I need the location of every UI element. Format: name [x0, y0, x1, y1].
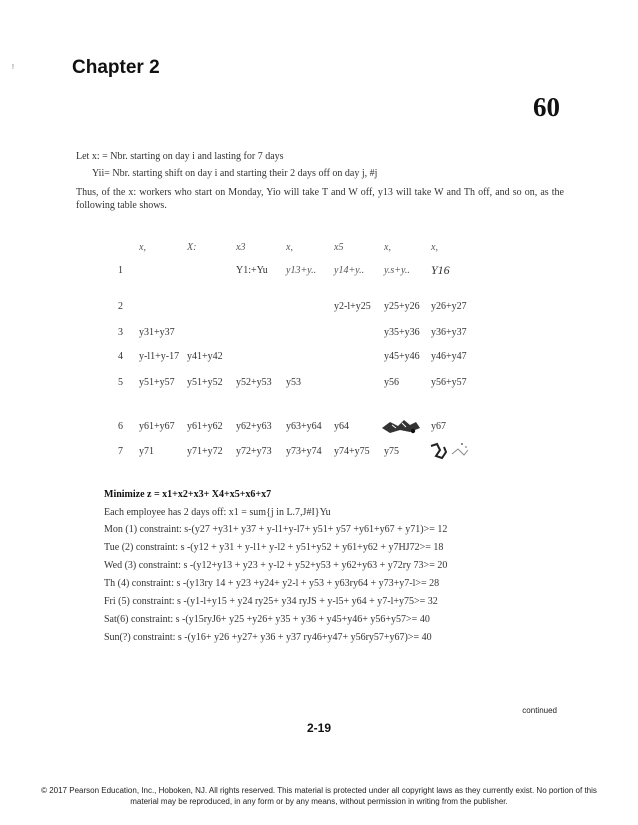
scan-smudge-icon: [380, 416, 424, 436]
table-header-x7: x,: [431, 242, 438, 253]
intro-paragraph: Thus, of the x: workers who start on Monday, Yio will take T and W off, y13 will take W and Th off, and so on, as the following table shows.: [76, 187, 564, 211]
table-header-x3: x3: [236, 242, 246, 253]
intro-line-2: Yii= Nbr. starting shift on day i and starting their 2 days off on day j, #j: [92, 168, 378, 179]
margin-mark: !: [12, 64, 14, 71]
table-cell: y71: [139, 446, 154, 457]
table-cell: y.s+y..: [384, 265, 410, 276]
table-cell: y-l1+y-17: [139, 351, 180, 362]
table-header-x6: x,: [384, 242, 391, 253]
scan-smudge-icon: [428, 440, 472, 462]
table-cell: y61+y67: [139, 421, 175, 432]
table-cell: y26+y27: [431, 301, 467, 312]
table-cell: y63+y64: [286, 421, 322, 432]
list-item: Tue (2) constraint: s -(y12 + y31 + y-l1+ y-l2 + y51+y52 + y61+y62 + y7HJ72>= 18: [104, 542, 444, 553]
table-cell: y35+y36: [384, 327, 420, 338]
table-cell: y36+y37: [431, 327, 467, 338]
table-header-x2: X:: [187, 242, 197, 253]
list-item: Sun(?) constraint: s -(y16+ y26 +y27+ y36 + y37 ry46+y47+ y56ry57+y67)>= 40: [104, 632, 432, 643]
table-cell: y61+y62: [187, 421, 223, 432]
table-row-label: 3: [118, 327, 123, 338]
handwritten-page-number: 60: [533, 92, 560, 122]
table-row-label: 5: [118, 377, 123, 388]
table-cell: y74+y75: [334, 446, 370, 457]
table-cell: y56+y57: [431, 377, 467, 388]
table-row-label: 7: [118, 446, 123, 457]
list-item: Th (4) constraint: s -(y13ry 14 + y23 +y24+ y2-l + y53 + y63ry64 + y73+y7-l>= 28: [104, 578, 440, 589]
table-cell: y14+y..: [334, 265, 365, 276]
table-cell: y71+y72: [187, 446, 223, 457]
intro-line-1: Let x: = Nbr. starting on day i and lasting for 7 days: [76, 151, 284, 162]
table-cell: y13+y..: [286, 265, 317, 276]
table-cell: y31+y37: [139, 327, 175, 338]
table-row-label: 4: [118, 351, 123, 362]
page-footer-number: 2-19: [306, 721, 332, 735]
list-item: Fri (5) constraint: s -(y1-l+y15 + y24 ry25+ y34 ryJS + y-l5+ y64 + y7-l+y75>= 32: [104, 596, 438, 607]
table-cell: y73+y74: [286, 446, 322, 457]
table-cell: Y1:+Yu: [236, 265, 268, 276]
table-row-label: 6: [118, 421, 123, 432]
copyright-notice: © 2017 Pearson Education, Inc., Hoboken, NJ. All rights reserved. This material is protected under all copyright laws as they currently exist. No portion of this material may be reproduced, in any form or by any means, without permission in writing from the publisher.: [41, 786, 597, 806]
table-cell: y25+y26: [384, 301, 420, 312]
table-cell: y67: [431, 421, 446, 432]
table-cell: y56: [384, 377, 399, 388]
table-cell: y64: [334, 421, 349, 432]
list-item: Wed (3) constraint: s -(y12+y13 + y23 + y-l2 + y52+y53 + y62+y63 + y72ry 73>= 20: [104, 560, 448, 571]
table-cell: y62+y63: [236, 421, 272, 432]
table-header-x5: x5: [334, 242, 344, 253]
chapter-title: Chapter 2: [72, 57, 160, 78]
table-cell: y75: [384, 446, 399, 457]
days-off-definition: Each employee has 2 days off: x1 = sum{j in L.7,J#I}Yu: [104, 507, 331, 518]
table-cell: y51+y52: [187, 377, 223, 388]
list-item: Sat(6) constraint: s -(y15ryJ6+ y25 +y26+ y35 + y36 + y45+y46+ y56+y57>= 40: [104, 614, 430, 625]
continued-note: continued: [522, 706, 557, 715]
table-cell: y53: [286, 377, 301, 388]
table-row-label: 2: [118, 301, 123, 312]
table-cell: y72+y73: [236, 446, 272, 457]
table-cell: Y16: [431, 263, 450, 277]
table-row-label: 1: [118, 265, 123, 276]
objective-function: Minimize z = x1+x2+x3+ X4+x5+x6+x7: [104, 489, 272, 500]
table-cell: y51+y57: [139, 377, 175, 388]
table-header-x1: x,: [139, 242, 146, 253]
table-cell: y45+y46: [384, 351, 420, 362]
table-cell: y2-l+y25: [334, 301, 371, 312]
list-item: Mon (1) constraint: s-(y27 +y31+ y37 + y-l1+y-l7+ y51+ y57 +y61+y67 + y71)>= 12: [104, 524, 448, 535]
table-cell: y46+y47: [431, 351, 467, 362]
table-header-x4: x,: [286, 242, 293, 253]
table-cell: y41+y42: [187, 351, 223, 362]
table-cell: y52+y53: [236, 377, 272, 388]
